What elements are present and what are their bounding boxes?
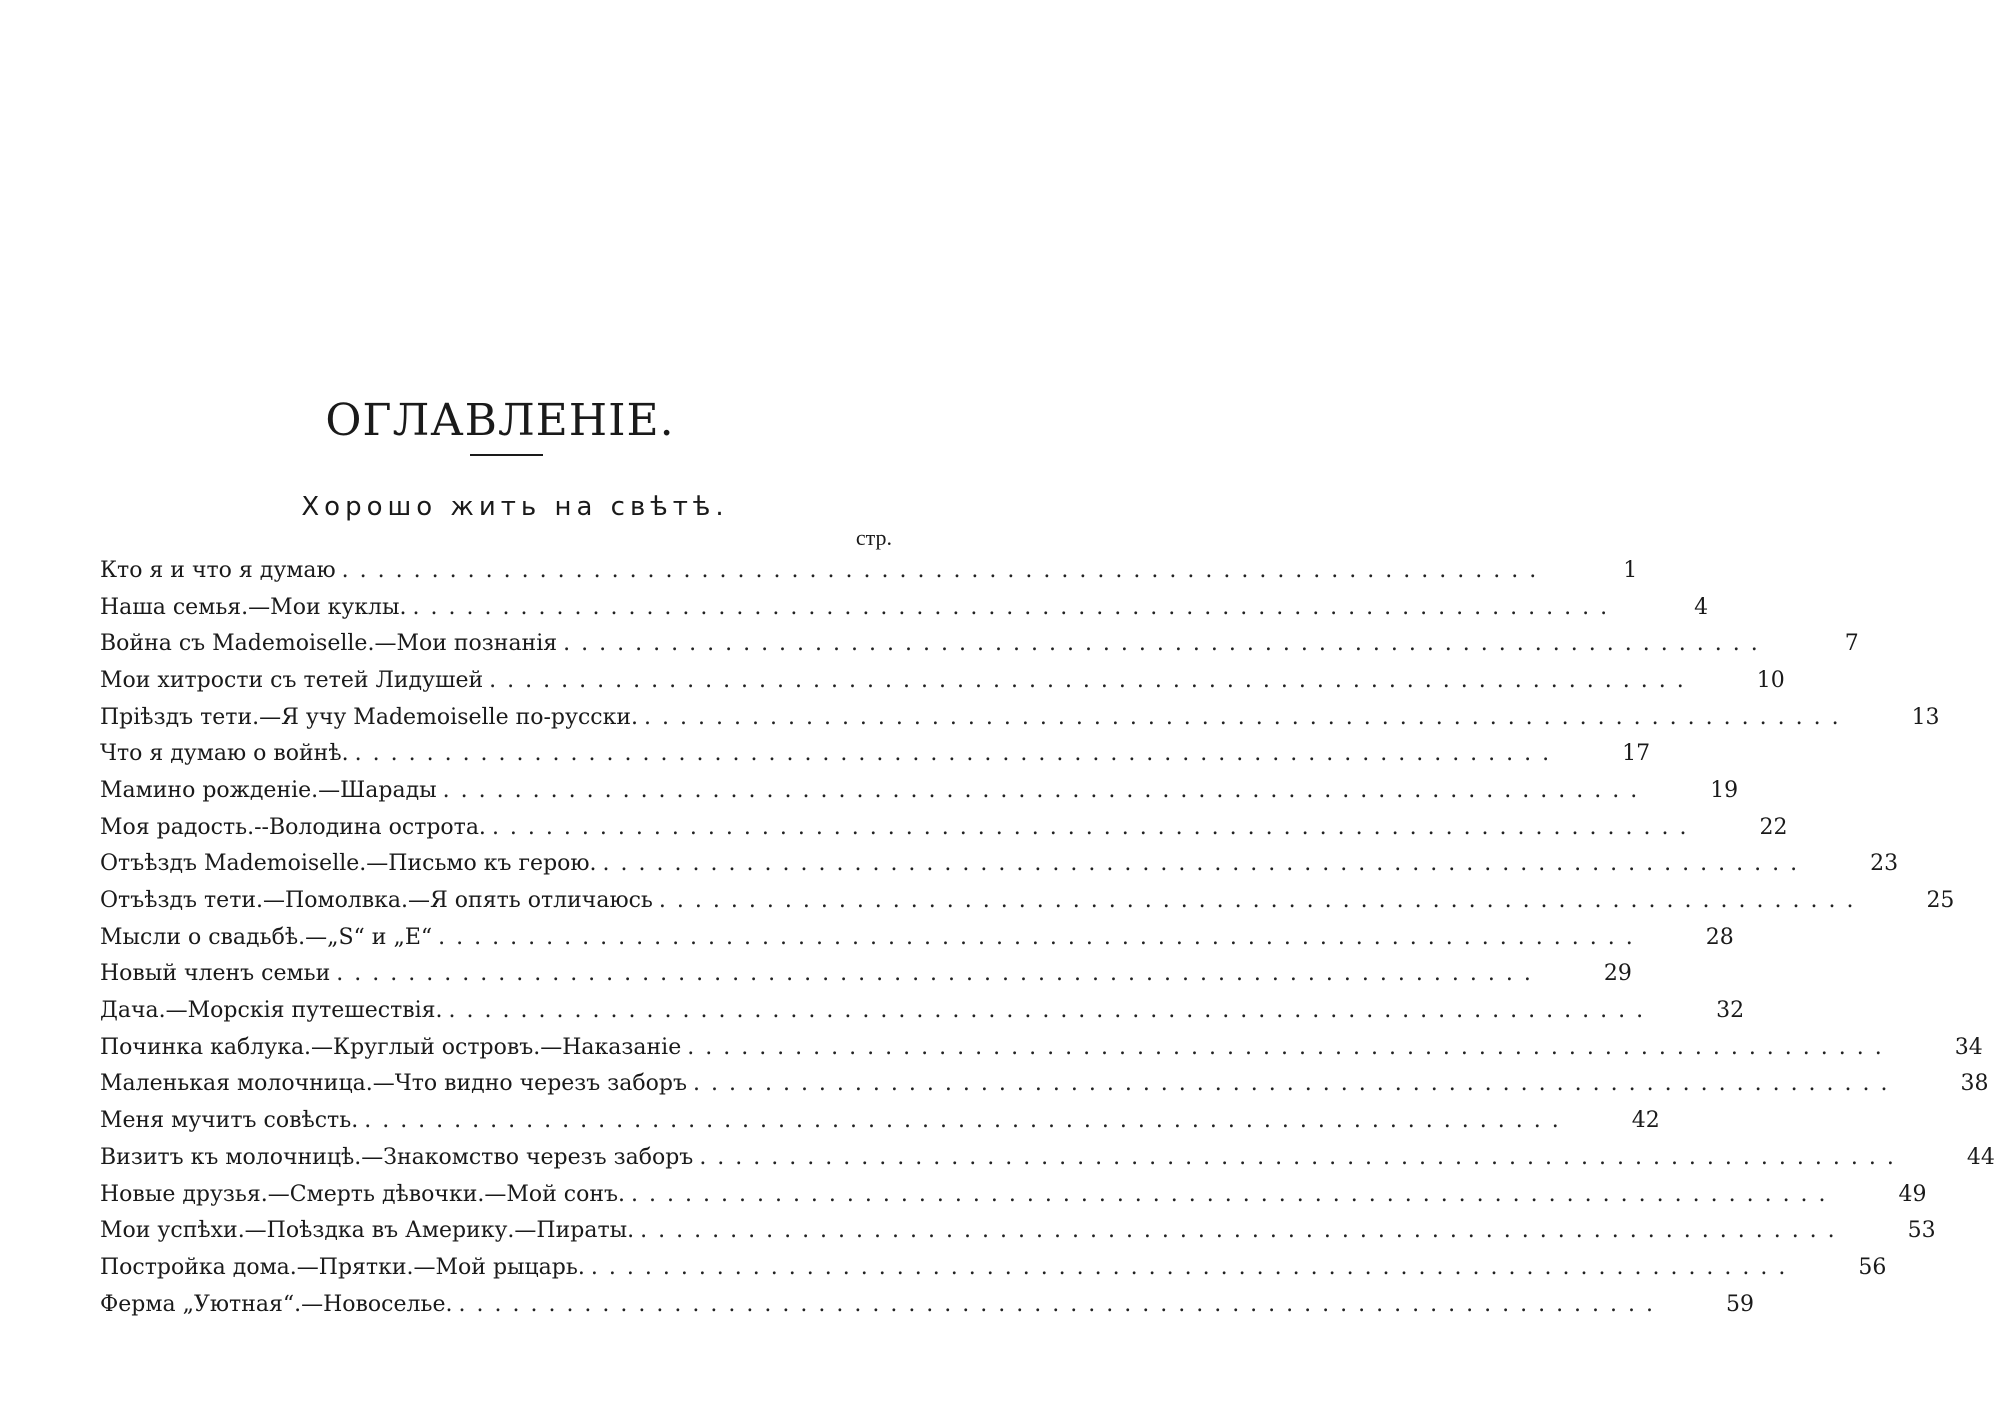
toc-entry-page: 56 (1858, 1254, 1887, 1280)
toc-entry[interactable] (100, 589, 1709, 626)
toc-entry-page: 53 (1907, 1218, 1936, 1244)
toc-entry-page: 44 (1966, 1144, 1995, 1170)
toc-entry[interactable] (100, 1286, 1755, 1323)
toc-entry-page: 32 (1716, 998, 1745, 1024)
dot-leader: ................................................................... (341, 557, 1548, 583)
toc-entry-page: 25 (1926, 888, 1955, 914)
toc-entry[interactable] (100, 1102, 1660, 1139)
dot-leader: ................................................................... (658, 888, 1865, 914)
dot-leader: ................................................................... (692, 1071, 1899, 1097)
toc-entry[interactable] (100, 552, 1638, 589)
toc-entry-page: 59 (1726, 1291, 1755, 1317)
dot-leader: ................................................................... (412, 594, 1619, 620)
table-of-contents (100, 552, 1995, 1322)
toc-entry-page: 34 (1954, 1034, 1983, 1060)
toc-entry-title: Визитъ къ молочницѣ.—Знакомство черезъ заборъ (100, 1145, 699, 1170)
toc-entry[interactable] (100, 735, 1651, 772)
toc-entry[interactable] (100, 1029, 1983, 1066)
toc-entry-page: 28 (1705, 924, 1734, 950)
toc-entry-title: Маленькая молочница.—Что видно черезъ заборъ (100, 1071, 693, 1096)
toc-entry[interactable] (100, 992, 1745, 1029)
toc-entry[interactable] (100, 1176, 1927, 1213)
dot-leader: ................................................................... (448, 998, 1655, 1024)
page-column-label: стр. (855, 525, 892, 550)
toc-entry-title: Мои успѣхи.—Поѣздка въ Америку.—Пираты. (100, 1218, 640, 1243)
toc-entry[interactable] (100, 846, 1899, 883)
toc-entry[interactable] (100, 625, 1859, 662)
toc-entry-title: Новый членъ семьи (100, 961, 336, 986)
dot-leader: ................................................................... (354, 741, 1561, 767)
toc-entry-page: 42 (1631, 1108, 1660, 1134)
toc-entry-title: Пріѣздъ тети.—Я учу Mademoiselle по-русски. (100, 705, 644, 730)
toc-entry-title: Дача.—Морскія путешествія. (100, 998, 449, 1023)
dot-leader: ................................................................... (631, 1181, 1837, 1207)
toc-entry[interactable] (100, 1212, 1936, 1249)
title-divider (470, 454, 543, 456)
dot-leader: ................................................................... (699, 1144, 1905, 1170)
toc-entry-title: Наша семья.—Мои куклы. (100, 595, 413, 620)
dot-leader: ................................................................... (602, 851, 1809, 877)
dot-leader: ................................................................... (489, 667, 1695, 693)
toc-entry[interactable] (100, 662, 1785, 699)
toc-entry-title: Ферма „Уютная“.—Новоселье. (100, 1292, 458, 1317)
section-title: Хорошо жить на свѣтѣ. (301, 492, 729, 522)
dot-leader: ................................................................... (491, 814, 1698, 840)
toc-entry-title: Починка каблука.—Круглый островъ.—Наказаніе (100, 1035, 687, 1060)
toc-entry[interactable] (100, 809, 1788, 846)
dot-leader: ................................................................... (644, 704, 1850, 730)
toc-entry[interactable] (100, 1066, 1989, 1103)
dot-leader: ................................................................... (590, 1254, 1797, 1280)
toc-entry-page: 23 (1870, 851, 1899, 877)
toc-entry-title: Меня мучитъ совѣсть. (100, 1108, 364, 1133)
dot-leader: ................................................................... (442, 777, 1649, 803)
toc-entry-page: 10 (1756, 667, 1785, 693)
dot-leader: ................................................................... (364, 1108, 1570, 1134)
toc-entry-page: 22 (1759, 814, 1788, 840)
toc-entry-page: 29 (1603, 961, 1632, 987)
toc-entry[interactable] (100, 772, 1739, 809)
toc-entry[interactable] (100, 919, 1734, 956)
toc-entry-title: Отъѣздъ тети.—Помолвка.—Я опять отличаюсь (100, 888, 659, 913)
toc-entry[interactable] (100, 1139, 1995, 1176)
dot-leader: ................................................................... (563, 631, 1769, 657)
dot-leader: ................................................................... (640, 1218, 1846, 1244)
toc-entry[interactable] (100, 699, 1940, 736)
toc-entry-title: Кто я и что я думаю (100, 558, 342, 583)
toc-entry-page: 13 (1911, 704, 1940, 730)
toc-entry-page: 19 (1710, 777, 1739, 803)
toc-entry-page: 7 (1844, 631, 1859, 657)
dot-leader: ................................................................... (336, 961, 1542, 987)
toc-entry-page: 49 (1898, 1181, 1927, 1207)
dot-leader: ................................................................... (438, 924, 1644, 950)
toc-entry-title: Моя радость.--Володина острота. (100, 815, 492, 840)
toc-entry-page: 38 (1960, 1071, 1989, 1097)
page-title: ОГЛАВЛЕНІЕ. (325, 395, 675, 447)
toc-entry[interactable] (100, 956, 1632, 993)
toc-entry-title: Постройка дома.—Прятки.—Мой рыцарь. (100, 1255, 591, 1280)
dot-leader: ................................................................... (687, 1034, 1893, 1060)
toc-entry-title: Мои хитрости съ тетей Лидушей (100, 668, 489, 693)
toc-entry-title: Мамино рожденіе.—Шарады (100, 778, 443, 803)
toc-entry-title: Мысли о свадьбѣ.—„S“ и „E“ (100, 925, 438, 950)
toc-entry[interactable] (100, 882, 1955, 919)
toc-entry-title: Отъѣздъ Mademoiselle.—Письмо къ герою. (100, 851, 603, 876)
toc-entry-page: 17 (1622, 741, 1651, 767)
toc-entry-page: 1 (1623, 557, 1638, 583)
dot-leader: ................................................................... (458, 1291, 1665, 1317)
toc-entry-title: Новые друзья.—Смерть дѣвочки.—Мой сонъ. (100, 1182, 631, 1207)
toc-entry[interactable] (100, 1249, 1887, 1286)
toc-entry-page: 4 (1694, 594, 1709, 620)
toc-entry-title: Война съ Mademoiselle.—Мои познанія (100, 631, 563, 656)
toc-entry-title: Что я думаю о войнѣ. (100, 741, 355, 766)
